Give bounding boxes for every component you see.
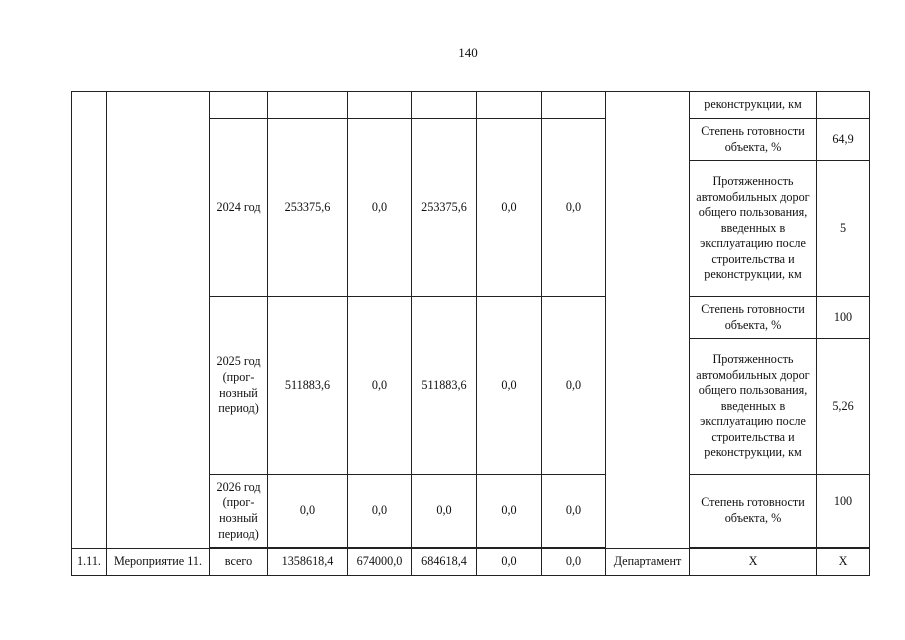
total-cell: 0,0 [268, 475, 348, 548]
funding-cell: 0,0 [348, 119, 412, 297]
indicator-name: Степень готовности объекта, % [690, 475, 817, 548]
indicator-value: 64,9 [817, 119, 870, 161]
funding-cell: 0,0 [477, 297, 542, 475]
funding-cell: 0,0 [477, 549, 542, 576]
event-number: 1.11. [72, 549, 107, 576]
funding-cell: 0,0 [477, 475, 542, 548]
total-cell: 253375,6 [268, 119, 348, 297]
executor-cell: Департамент [606, 549, 690, 576]
indicator-name: Степень готовности объекта, % [690, 119, 817, 161]
indicator-name: Протяженность автомобильных дорог общего пользования, введенных в эксплуатацию после строительства и реконструкции, км [690, 339, 817, 475]
year-cell: всего [210, 549, 268, 576]
indicator-name: Х [690, 549, 817, 576]
indicator-name: Протяженность автомобильных дорог общего пользования, введенных в эксплуатацию после строительства и реконструкции, км [690, 161, 817, 297]
funding-cell: 684618,4 [412, 549, 477, 576]
event-name-cell-empty [107, 92, 210, 549]
funding-cell: 0,0 [412, 475, 477, 548]
indicator-value: 100 [817, 475, 870, 548]
year-cell-empty [210, 92, 268, 119]
funding-cell: 0,0 [477, 119, 542, 297]
funding-cell-empty [477, 92, 542, 119]
funding-cell: 0,0 [348, 297, 412, 475]
indicator-value: 5,26 [817, 339, 870, 475]
indicator-value: 5 [817, 161, 870, 297]
event-name: Мероприятие 11. [107, 549, 210, 576]
funding-cell: 253375,6 [412, 119, 477, 297]
indicator-value: Х [817, 549, 870, 576]
total-cell: 1358618,4 [268, 549, 348, 576]
funding-cell-empty [412, 92, 477, 119]
year-cell: 2026 год (прог-нозный период) [210, 475, 268, 548]
funding-cell-empty [348, 92, 412, 119]
funding-cell: 0,0 [542, 475, 606, 548]
indicator-name: реконструкции, км [690, 92, 817, 119]
funding-cell: 0,0 [542, 119, 606, 297]
indicator-value-empty [817, 92, 870, 119]
funding-cell-empty [542, 92, 606, 119]
indicator-value: 100 [817, 297, 870, 339]
year-cell: 2025 год (прог-нозный период) [210, 297, 268, 475]
page-number: 140 [458, 45, 478, 60]
total-cell: 511883,6 [268, 297, 348, 475]
funding-cell: 0,0 [542, 297, 606, 475]
funding-cell: 0,0 [542, 549, 606, 576]
table-row [72, 549, 870, 576]
funding-cell: 511883,6 [412, 297, 477, 475]
funding-cell: 0,0 [348, 475, 412, 548]
funding-cell: 674000,0 [348, 549, 412, 576]
table-row [72, 92, 870, 119]
executor-cell-empty [606, 92, 690, 549]
indicator-name: Степень готовности объекта, % [690, 297, 817, 339]
year-cell: 2024 год [210, 119, 268, 297]
number-cell-empty [72, 92, 107, 549]
budget-table [71, 91, 870, 576]
total-cell-empty [268, 92, 348, 119]
